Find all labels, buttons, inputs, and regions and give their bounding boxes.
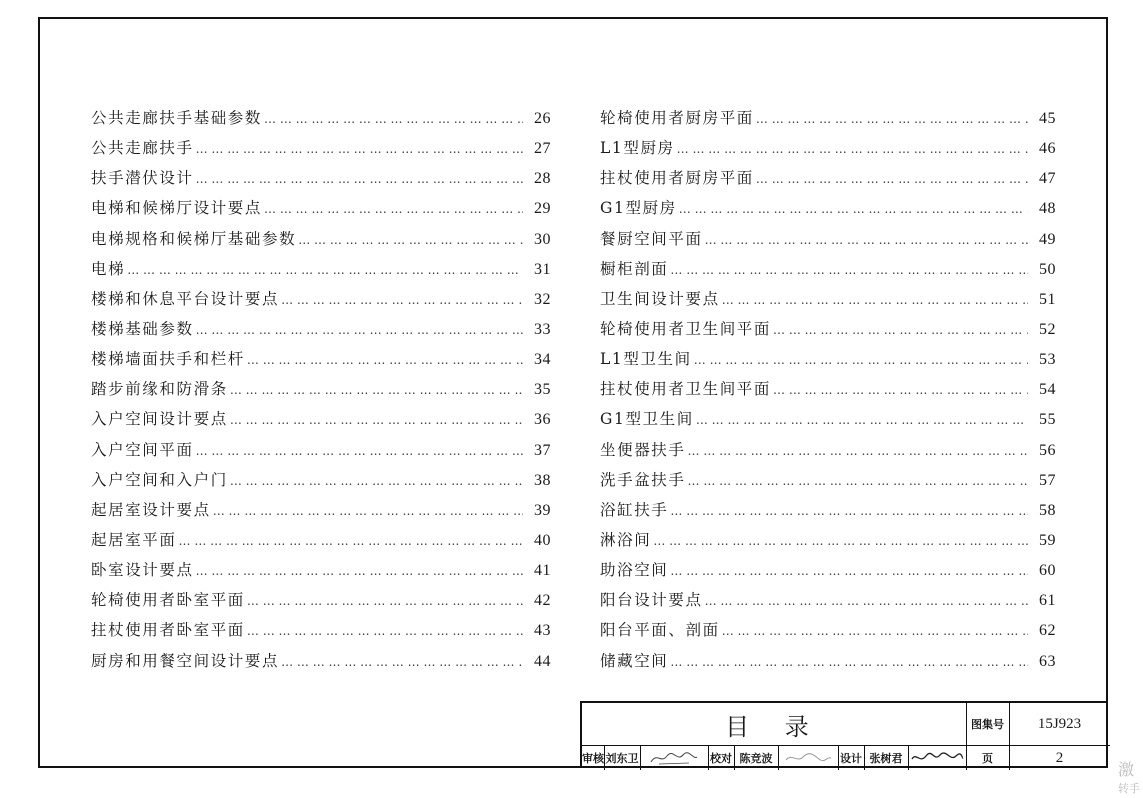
toc-entry [91, 528, 551, 558]
toc-entry-page: 47 [1039, 170, 1056, 188]
toc-entry-title: L1型厨房 [600, 139, 675, 158]
toc-leader-dots [230, 413, 523, 427]
toc-entry [91, 257, 551, 287]
toc-entry-title: 入户空间和入户门 [91, 470, 228, 489]
toc-entry-page: 62 [1039, 622, 1056, 640]
toc-entry-title: 公共走廊扶手基础参数 [91, 109, 263, 127]
toc-entry [91, 438, 551, 468]
toc-entry-page: 42 [534, 592, 551, 610]
toc-entry [91, 498, 551, 528]
toc-entry-title: 坐便器扶手 [600, 440, 686, 459]
toc-entry-page: 31 [534, 260, 551, 278]
toc-entry [91, 227, 551, 257]
toc-entry-title: G1型厨房 [600, 199, 677, 218]
toc-entry-title: 入户空间平面 [91, 440, 194, 459]
toc-entry-title: 入户空间设计要点 [91, 410, 228, 429]
toc-entry-title: 楼梯和休息平台设计要点 [91, 289, 280, 308]
toc-entry [600, 438, 1056, 468]
toc-entry-page: 55 [1039, 411, 1056, 429]
toc-entry-title: 起居室平面 [91, 530, 177, 549]
toc-entry-page: 35 [534, 381, 551, 399]
toc-leader-dots [247, 624, 523, 638]
proof-name: 陈竞波 [739, 752, 773, 765]
toc-leader-dots [677, 142, 1028, 156]
toc-entry [91, 468, 551, 498]
toc-leader-dots [281, 655, 523, 669]
toc-entry [600, 317, 1056, 347]
toc-entry-page: 45 [1039, 110, 1056, 127]
toc-right-column [600, 106, 1056, 679]
toc-leader-dots [670, 504, 1028, 518]
toc-entry-title: 电梯和候梯厅设计要点 [91, 199, 263, 218]
toc-entry [600, 377, 1056, 407]
toc-entry-title: 拄杖使用者卫生间平面 [600, 380, 772, 399]
toc-leader-dots [196, 323, 523, 337]
toc-entry-title: 淋浴间 [600, 530, 652, 549]
toc-entry-title: 扶手潜伏设计 [91, 169, 194, 188]
toc-leader-dots [688, 444, 1028, 458]
toc-entry-title: 楼梯墙面扶手和栏杆 [91, 350, 245, 369]
atlas-number-label: 图集号 [971, 718, 1004, 731]
toc-entry-page: 50 [1039, 260, 1056, 278]
toc-leader-dots [196, 444, 523, 458]
toc-entry-title: 厨房和用餐空间设计要点 [91, 651, 280, 670]
toc-leader-dots [670, 655, 1028, 669]
toc-entry [91, 317, 551, 347]
toc-entry [91, 106, 551, 136]
toc-entry-page: 51 [1039, 290, 1056, 308]
toc-entry-page: 30 [534, 230, 551, 248]
toc-entry [91, 558, 551, 588]
toc-leader-dots [264, 112, 523, 126]
toc-entry [600, 347, 1056, 377]
toc-entry-page: 43 [534, 622, 551, 640]
title-block-heading: 目 录 [725, 712, 823, 741]
toc-entry-title: 卧室设计要点 [91, 561, 194, 580]
toc-leader-dots [705, 233, 1028, 247]
toc-entry-title: 踏步前缘和防滑条 [91, 380, 228, 399]
toc-entry-title: 轮椅使用者卧室平面 [91, 591, 245, 610]
toc-entry-title: 浴缸扶手 [600, 500, 669, 519]
review-signature [640, 746, 708, 770]
toc-entry-page: 33 [534, 320, 551, 338]
toc-entry [600, 257, 1056, 287]
toc-entry-title: L1型卫生间 [600, 350, 692, 369]
review-name: 刘东卫 [605, 752, 639, 765]
toc-entry-page: 34 [534, 351, 551, 369]
toc-entry-title: 洗手盆扶手 [600, 470, 686, 489]
toc-entry [91, 347, 551, 377]
toc-leader-dots [756, 112, 1028, 126]
toc-entry [600, 106, 1056, 136]
toc-leader-dots [298, 233, 523, 247]
toc-leader-dots [179, 534, 523, 548]
toc-entry [600, 287, 1056, 317]
toc-entry-title: 卫生间设计要点 [600, 289, 720, 308]
toc-entry-page: 27 [534, 140, 551, 158]
toc-entry-page: 36 [534, 411, 551, 429]
watermark: 激 转手 [1118, 760, 1140, 795]
toc-entry-title: 餐厨空间平面 [600, 229, 703, 248]
toc-entry [91, 166, 551, 196]
toc-entry [91, 287, 551, 317]
toc-entry-page: 37 [534, 441, 551, 459]
toc-entry-page: 44 [534, 652, 551, 670]
toc-entry-title: G1型卫生间 [600, 410, 694, 429]
toc-leader-dots [196, 564, 523, 578]
toc-entry [600, 407, 1056, 437]
toc-entry [91, 136, 551, 166]
toc-entry-page: 63 [1039, 652, 1056, 670]
toc-entry [91, 618, 551, 648]
toc-entry-title: 公共走廊扶手 [91, 139, 194, 158]
toc-entry [600, 196, 1056, 226]
toc-entry [600, 649, 1056, 679]
toc-entry-title: 助浴空间 [600, 561, 669, 580]
toc-entry-page: 28 [534, 170, 551, 188]
toc-leader-dots [247, 594, 523, 608]
toc-leader-dots [127, 263, 523, 277]
design-name: 张树君 [869, 752, 903, 765]
toc-entry-title: 电梯 [91, 259, 126, 278]
toc-entry-page: 60 [1039, 562, 1056, 580]
toc-entry-title: 起居室设计要点 [91, 500, 211, 519]
toc-leader-dots [196, 172, 523, 186]
toc-leader-dots [694, 353, 1028, 367]
toc-leader-dots [773, 383, 1028, 397]
toc-entry-page: 26 [534, 110, 551, 127]
toc-entry-title: 阳台设计要点 [600, 591, 703, 610]
toc-entry [600, 588, 1056, 618]
toc-entry-page: 57 [1039, 471, 1056, 489]
toc-leader-dots [264, 202, 523, 216]
toc-entry [600, 618, 1056, 648]
toc-entry-page: 41 [534, 562, 551, 580]
toc-leader-dots [670, 564, 1028, 578]
toc-entry-title: 阳台平面、剖面 [600, 621, 720, 640]
toc-entry-title: 拄杖使用者卧室平面 [91, 621, 245, 640]
toc-entry [91, 588, 551, 618]
toc-leader-dots [230, 383, 523, 397]
toc-entry-page: 54 [1039, 381, 1056, 399]
toc-entry [600, 498, 1056, 528]
toc-leader-dots [722, 293, 1028, 307]
toc-leader-dots [230, 474, 523, 488]
toc-leader-dots [196, 142, 523, 156]
proof-signature [778, 746, 838, 770]
toc-entry-title: 轮椅使用者卫生间平面 [600, 319, 772, 338]
toc-leader-dots [213, 504, 523, 518]
toc-entry-page: 48 [1039, 200, 1056, 218]
atlas-number-value: 15J923 [1037, 715, 1082, 732]
toc-entry-page: 61 [1039, 592, 1056, 610]
design-signature [908, 746, 966, 770]
toc-entry-page: 32 [534, 290, 551, 308]
toc-entry-page: 29 [534, 200, 551, 218]
review-label: 审核 [582, 752, 604, 765]
toc-entry-page: 58 [1039, 501, 1056, 519]
toc-entry-title: 橱柜剖面 [600, 259, 669, 278]
toc-entry [91, 196, 551, 226]
toc-entry [600, 136, 1056, 166]
toc-entry-page: 53 [1039, 351, 1056, 369]
toc-entry [91, 649, 551, 679]
toc-entry-page: 49 [1039, 230, 1056, 248]
proof-label: 校对 [710, 752, 732, 765]
toc-entry-page: 40 [534, 531, 551, 549]
toc-entry [91, 377, 551, 407]
page-label: 页 [982, 752, 993, 765]
toc-entry-page: 52 [1039, 320, 1056, 338]
toc-entry-page: 38 [534, 471, 551, 489]
title-block [580, 701, 1108, 768]
page-number: 2 [1055, 749, 1064, 766]
toc-entry-title: 楼梯基础参数 [91, 319, 194, 338]
toc-leader-dots [705, 594, 1028, 608]
toc-entry [600, 528, 1056, 558]
toc-leader-dots [756, 172, 1028, 186]
toc-leader-dots [670, 263, 1028, 277]
toc-entry-title: 储藏空间 [600, 651, 669, 670]
toc-leader-dots [247, 353, 523, 367]
toc-entry-title: 拄杖使用者厨房平面 [600, 169, 754, 188]
toc-leader-dots [679, 202, 1028, 216]
toc-entry [600, 468, 1056, 498]
toc-leader-dots [773, 323, 1028, 337]
toc-entry-page: 56 [1039, 441, 1056, 459]
design-label: 设计 [840, 752, 862, 765]
toc-leader-dots [688, 474, 1028, 488]
toc-entry-title: 轮椅使用者厨房平面 [600, 109, 754, 127]
toc-entry [600, 227, 1056, 257]
toc-left-column [91, 106, 551, 679]
toc-entry-page: 46 [1039, 140, 1056, 158]
toc-entry [600, 166, 1056, 196]
toc-entry-page: 39 [534, 501, 551, 519]
toc-entry [600, 558, 1056, 588]
toc-entry-title: 电梯规格和候梯厅基础参数 [91, 229, 297, 248]
toc-leader-dots [722, 624, 1028, 638]
toc-entry-page: 59 [1039, 531, 1056, 549]
toc-leader-dots [281, 293, 523, 307]
toc-entry [91, 407, 551, 437]
toc-leader-dots [696, 413, 1028, 427]
toc-leader-dots [653, 534, 1028, 548]
